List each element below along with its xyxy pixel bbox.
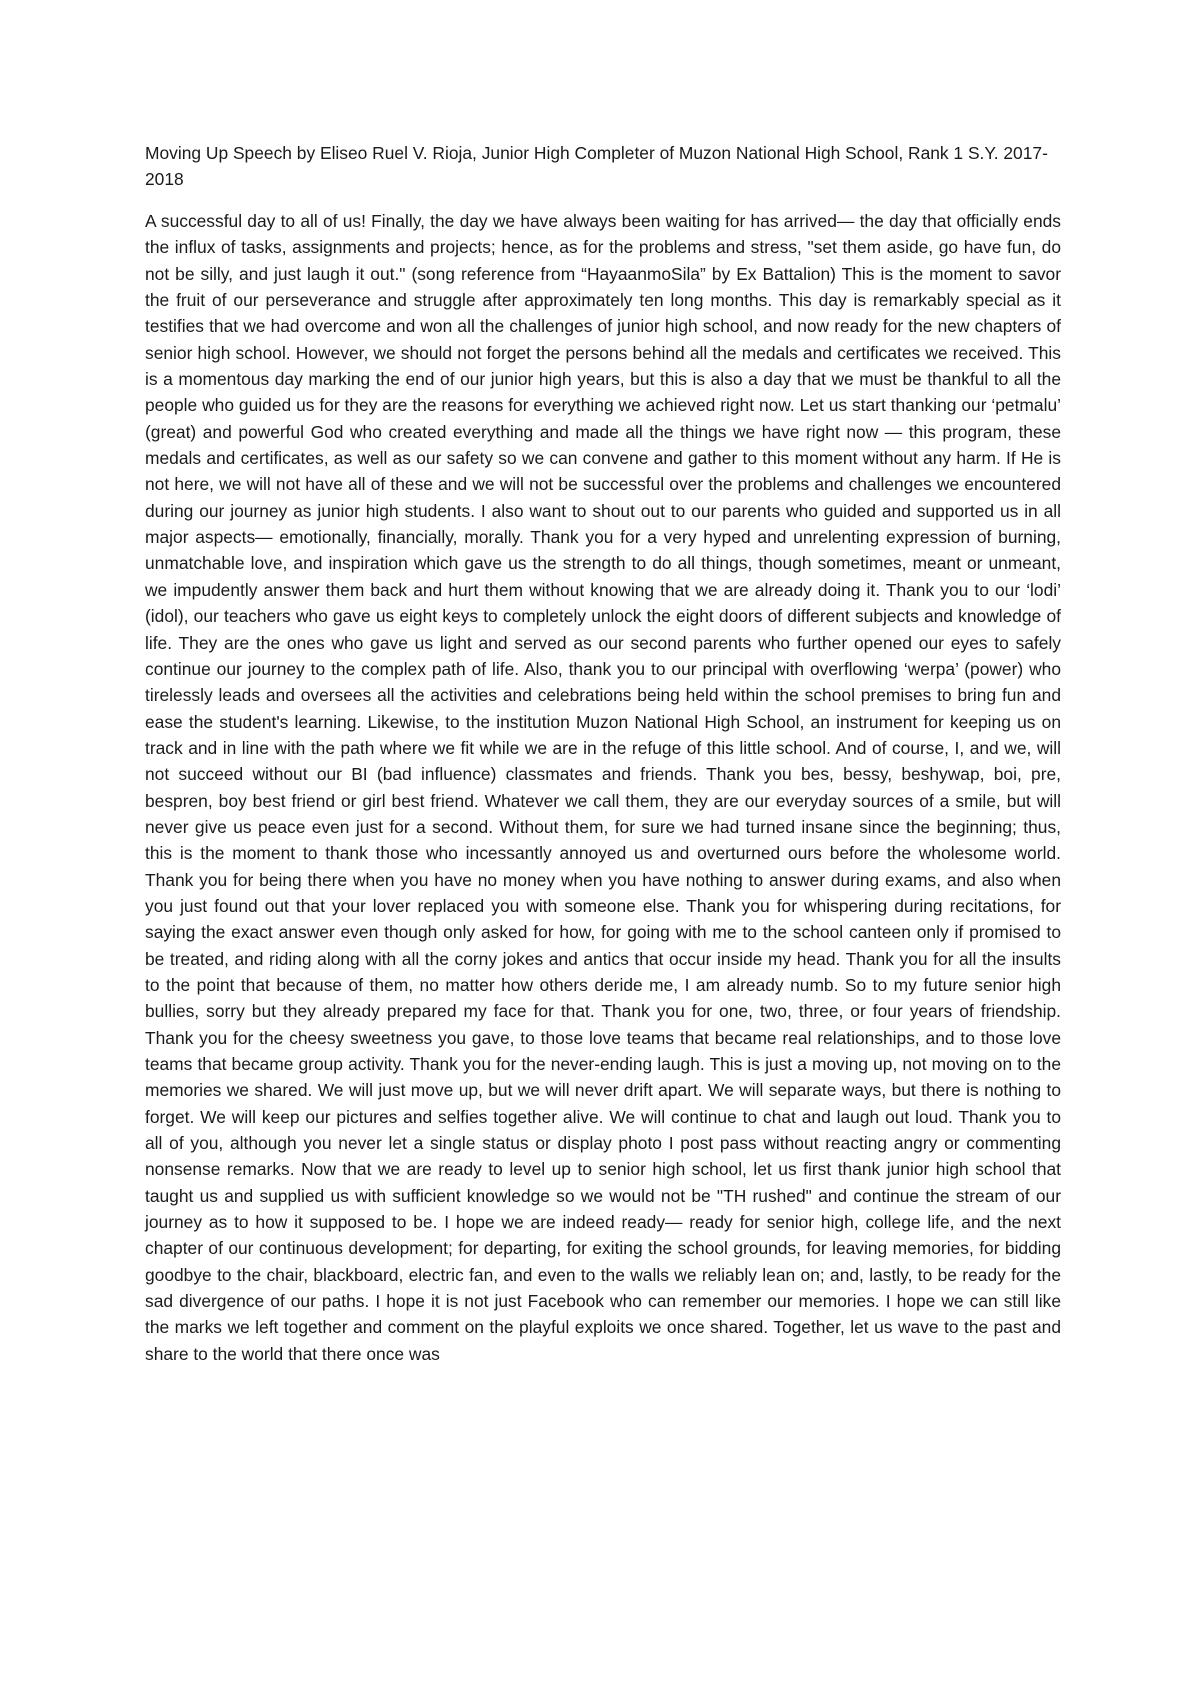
document-content [145,140,1061,1367]
speech-paragraph: A successful day to all of us! Finally, the day we have always been waiting for has arrived— the day that officially ends the influx of tasks, assignments and projects; hence, as for the problems and stress, "set them aside, go have fun, do not be silly, and just laugh it out." (song reference from “HayaanmoSila” by Ex Battalion) This is the moment to savor the fruit of our perseverance and struggle after approximately ten long months. This day is remarkably special as it testifies that we had overcome and won all the challenges of junior high school, and now ready for the new chapters of senior high school. However, we should not forget the persons behind all the medals and certificates we received. This is a momentous day marking the end of our junior high years, but this is also a day that we must be thankful to all the people who guided us for they are the reasons for everything we achieved right now. Let us start thanking our ‘petmalu’ (great) and powerful God who created everything and made all the things we have right now — this program, these medals and certificates, as well as our safety so we can convene and gather to this moment without any harm. If He is not here, we will not have all of these and we will not be successful over the problems and challenges we encountered during our journey as junior high students. I also want to shout out to our parents who guided and supported us in all major aspects— emotionally, financially, morally. Thank you for a very hyped and unrelenting expression of burning, unmatchable love, and inspiration which gave us the strength to do all things, though sometimes, meant or unmeant, we impudently answer them back and hurt them without knowing that we are already doing it. Thank you to our ‘lodi’ (idol), our teachers who gave us eight keys to completely unlock the eight doors of different subjects and knowledge of life. They are the ones who gave us light and served as our second parents who further opened our eyes to safely continue our journey to the complex path of life. Also, thank you to our principal with overflowing ‘werpa’ (power) who tirelessly leads and oversees all the activities and celebrations being held within the school premises to bring fun and ease the student's learning. Likewise, to the institution Muzon National High School, an instrument for keeping us on track and in line with the path where we fit while we are in the refuge of this little school. And of course, I, and we, will not succeed without our BI (bad influence) classmates and friends. Thank you bes, bessy, beshywap, boi, pre, bespren, boy best friend or girl best friend. Whatever we call them, they are our everyday sources of a smile, but will never give us peace even just for a second. Without them, for sure we had turned insane since the beginning; thus, this is the moment to thank those who incessantly annoyed us and overturned ours before the wholesome world. Thank you for being there when you have no money when you have nothing to answer during exams, and also when you just found out that your lover replaced you with someone else. Thank you for whispering during recitations, for saying the exact answer even though only asked for how, for going with me to the school canteen only if promised to be treated, and riding along with all the corny jokes and antics that occur inside my head. Thank you for all the insults to the point that because of them, no matter how others deride me, I am already numb. So to my future senior high bullies, sorry but they already prepared my face for that. Thank you for one, two, three, or four years of friendship. Thank you for the cheesy sweetness you gave, to those love teams that became real relationships, and to those love teams that became group activity. Thank you for the never-ending laugh. This is just a moving up, not moving on to the memories we shared. We will just move up, but we will never drift apart. We will separate ways, but there is nothing to forget. We will keep our pictures and selfies together alive. We will continue to chat and laugh out loud. Thank you to all of you, although you never let a single status or display photo I post pass without reacting angry or commenting nonsense remarks. Now that we are ready to level up to senior high school, let us first thank junior high school that taught us and supplied us with sufficient knowledge so we would not be "TH rushed" and continue the stream of our journey as to how it supposed to be. I hope we are indeed ready— ready for senior high, college life, and the next chapter of our continuous development; for departing, for exiting the school grounds, for leaving memories, for bidding goodbye to the chair, blackboard, electric fan, and even to the walls we reliably lean on; and, lastly, to be ready for the sad divergence of our paths. I hope it is not just Facebook who can remember our memories. I hope we can still like the marks we left together and comment on the playful exploits we once shared. Together, let us wave to the past and share to the world that there once was [145,211,1061,1364]
document-title: Moving Up Speech by Eliseo Ruel V. Rioja, Junior High Completer of Muzon National High School, Rank 1 S.Y. 2017-2018 [145,143,1048,189]
